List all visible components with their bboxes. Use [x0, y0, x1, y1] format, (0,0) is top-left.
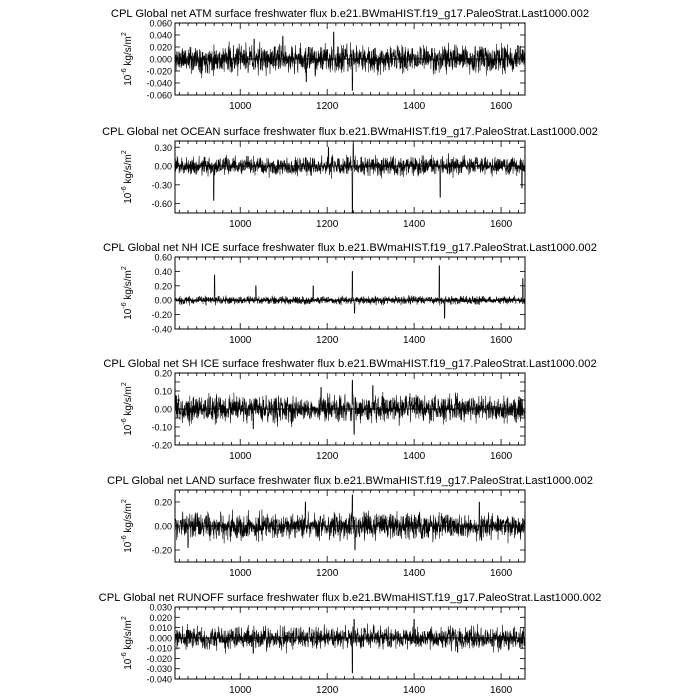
y-tick-label: -0.30 [151, 180, 172, 191]
x-tick-label: 1000 [229, 219, 252, 230]
y-tick-label: 0.40 [154, 266, 172, 277]
y-tick-label: 0.00 [154, 521, 172, 532]
x-tick-label: 1400 [403, 451, 426, 462]
x-tick-label: 1400 [403, 219, 426, 230]
x-tick-label: 1600 [489, 335, 513, 346]
x-tick-label: 1000 [229, 685, 252, 696]
y-tick-label: -0.040 [146, 78, 172, 89]
y-tick-label: 0.10 [154, 386, 172, 397]
y-tick-label: -0.20 [151, 440, 172, 451]
x-tick-label: 1200 [316, 451, 339, 462]
y-tick-label: -0.060 [146, 90, 172, 101]
x-tick-label: 1400 [403, 335, 426, 346]
chart-title: CPL Global net RUNOFF surface freshwater flux b.e21.BWmaHIST.f19_g17.PaleoStrat.Last1000.002 [98, 592, 602, 604]
y-tick-label: 0.60 [154, 252, 172, 263]
chart-title: CPL Global net OCEAN surface freshwater flux b.e21.BWmaHIST.f19_g17.PaleoStrat.Last1000.002 [102, 126, 598, 138]
y-tick-label: -0.40 [151, 324, 172, 335]
x-tick-label: 1000 [229, 335, 252, 346]
chart-title: CPL Global net LAND surface freshwater flux b.e21.BWmaHIST.f19_g17.PaleoStrat.Last1000.002 [107, 475, 593, 487]
x-tick-label: 1200 [316, 568, 339, 579]
x-tick-label: 1400 [403, 568, 426, 579]
plot-frame [175, 141, 525, 213]
chart-title: CPL Global net ATM surface freshwater flux b.e21.BWmaHIST.f19_g17.PaleoStrat.Last1000.002 [110, 8, 590, 20]
y-tick-label: -0.010 [146, 643, 172, 654]
y-axis-label: $10^{-6}$ $kg/s/m^2$ [121, 499, 134, 553]
y-tick-label: 0.00 [154, 161, 172, 172]
y-tick-label: -0.20 [151, 545, 172, 556]
y-tick-label: 0.060 [149, 18, 172, 29]
y-tick-label: 0.30 [154, 142, 172, 153]
y-tick-label: 0.040 [149, 30, 172, 41]
data-series-line [175, 619, 525, 672]
y-tick-label: -0.10 [151, 422, 172, 433]
y-axis-label: $10^{-6}$ $kg/s/m^2$ [121, 32, 134, 86]
chart-panel-3 [103, 242, 597, 346]
y-tick-label: 0.020 [149, 42, 172, 53]
x-tick-label: 1400 [403, 101, 426, 112]
x-tick-label: 1000 [229, 451, 252, 462]
x-tick-label: 1200 [316, 101, 339, 112]
plot-frame [175, 257, 525, 329]
data-series-line [175, 380, 525, 434]
y-tick-label: 0.20 [154, 368, 172, 379]
y-tick-label: 0.20 [154, 497, 172, 508]
x-tick-label: 1000 [229, 101, 252, 112]
x-tick-label: 1600 [489, 568, 513, 579]
x-tick-label: 1600 [489, 685, 513, 696]
chart-panel-6 [99, 592, 602, 696]
y-tick-label: -0.020 [146, 66, 172, 77]
y-tick-label: -0.030 [146, 664, 172, 675]
y-tick-label: 0.20 [154, 281, 172, 292]
x-tick-label: 1600 [489, 219, 513, 230]
x-tick-label: 1200 [316, 335, 339, 346]
x-tick-label: 1400 [403, 685, 426, 696]
chart-title: CPL Global net NH ICE surface freshwater flux b.e21.BWmaHIST.f19_g17.PaleoStrat.Last1000.002 [103, 242, 597, 254]
chart-panel-1 [111, 8, 589, 112]
x-tick-label: 1000 [229, 568, 252, 579]
y-axis-label: $10^{-6}$ $kg/s/m^2$ [121, 150, 134, 204]
x-tick-label: 1600 [489, 451, 513, 462]
data-series-line [175, 144, 525, 213]
y-axis-label: $10^{-6}$ $kg/s/m^2$ [121, 616, 134, 670]
data-series-line [175, 32, 525, 90]
x-tick-label: 1200 [316, 685, 339, 696]
y-tick-label: 0.000 [149, 633, 172, 644]
y-tick-label: -0.020 [146, 653, 172, 664]
chart-title: CPL Global net SH ICE surface freshwater flux b.e21.BWmaHIST.f19_g17.PaleoStrat.Last1000.002 [103, 358, 597, 370]
chart-panel-2 [102, 126, 598, 230]
data-series-line [175, 266, 525, 319]
y-tick-label: 0.00 [154, 295, 172, 306]
y-tick-label: -0.040 [146, 674, 172, 685]
y-tick-label: -0.20 [151, 310, 172, 321]
y-tick-label: 0.020 [149, 612, 172, 623]
chart-panel-4 [103, 358, 596, 462]
data-series-line [175, 495, 525, 550]
y-tick-label: 0.030 [149, 602, 172, 613]
chart-panel-5 [107, 475, 593, 579]
y-tick-label: 0.000 [149, 54, 172, 65]
x-tick-label: 1200 [316, 219, 339, 230]
y-tick-label: -0.60 [151, 199, 172, 210]
x-tick-label: 1600 [489, 101, 513, 112]
y-tick-label: 0.00 [154, 404, 172, 415]
y-axis-label: $10^{-6}$ $kg/s/m^2$ [121, 382, 134, 436]
y-axis-label: $10^{-6}$ $kg/s/m^2$ [121, 266, 134, 320]
y-tick-label: 0.010 [149, 623, 172, 634]
